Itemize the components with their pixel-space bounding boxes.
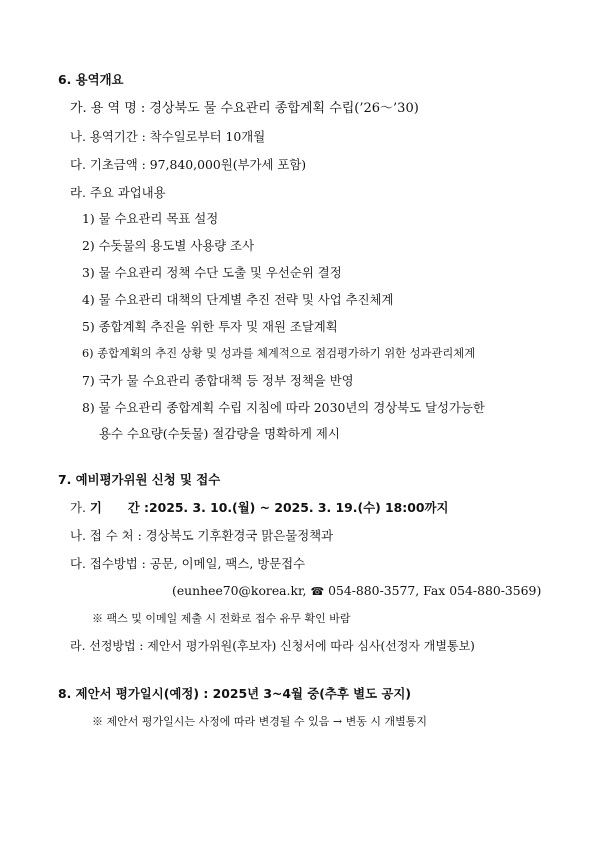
fax-email-note: ※ 팩스 및 이메일 제출 시 전화로 접수 유무 확인 바람 [92, 612, 351, 625]
task-item: 6) 종합계획의 추진 상황 및 성과를 체계적으로 점검평가하기 위한 성과관리체계 [82, 347, 476, 360]
contact-info [172, 583, 541, 600]
section-7-title: 7. 예비평가위원 신청 및 접수 [58, 472, 221, 487]
evaluation-date-note: ※ 제안서 평가일시는 사정에 따라 변경될 수 있음 → 변동 시 개별통지 [92, 715, 427, 728]
service-name: 가. 용 역 명 : 경상북도 물 수요관리 종합계획 수립(’26～’30) [70, 101, 419, 116]
task-item: 7) 국가 물 수요관리 종합대책 등 정부 정책을 반영 [82, 373, 354, 388]
selection-method: 라. 선정방법 : 제안서 평가위원(후보자) 신청서에 따라 심사(선정자 개별통보) [70, 639, 475, 653]
phone-icon: ☎ [310, 585, 325, 598]
section-6-title: 6. 용역개요 [58, 72, 124, 87]
task-item-continuation: 용수 수요량(수돗물) 절감량을 명확하게 제시 [99, 426, 340, 441]
task-item: 4) 물 수요관리 대책의 단계별 추진 전략 및 사업 추진체계 [82, 292, 394, 307]
service-period: 나. 용역기간 : 착수일로부터 10개월 [70, 129, 266, 144]
reception-method: 다. 접수방법 : 공문, 이메일, 팩스, 방문접수 [70, 556, 306, 571]
section-8-title: 8. 제안서 평가일시(예정) : 2025년 3~4월 중(추후 별도 공지) [58, 686, 412, 701]
reception-office: 나. 접 수 처 : 경상북도 기후환경국 맑은물정책과 [70, 528, 334, 543]
task-item: 5) 종합계획 추진을 위한 투자 및 재원 조달계획 [82, 319, 338, 334]
main-tasks-heading: 라. 주요 과업내용 [70, 185, 166, 200]
task-item: 3) 물 수요관리 정책 수단 도출 및 우선순위 결정 [82, 265, 342, 280]
task-item: 2) 수돗물의 용도별 사용량 조사 [82, 238, 255, 253]
period-value: 기 간 :2025. 3. 10.(월) ~ 2025. 3. 19.(수) 18:00까지 [89, 500, 449, 515]
task-item: 8) 물 수요관리 종합계획 수립 지침에 따라 2030년의 경상북도 달성가능한 [82, 400, 485, 415]
base-amount: 다. 기초금액 : 97,840,000원(부가세 포함) [70, 157, 307, 172]
application-period [70, 500, 448, 516]
contact-numbers: 054-880-3577, Fax 054-880-3569) [324, 583, 542, 598]
period-label-prefix: 가. [70, 500, 90, 515]
task-item: 1) 물 수요관리 목표 설정 [82, 211, 219, 226]
contact-email: (eunhee70@korea.kr, [172, 583, 311, 598]
